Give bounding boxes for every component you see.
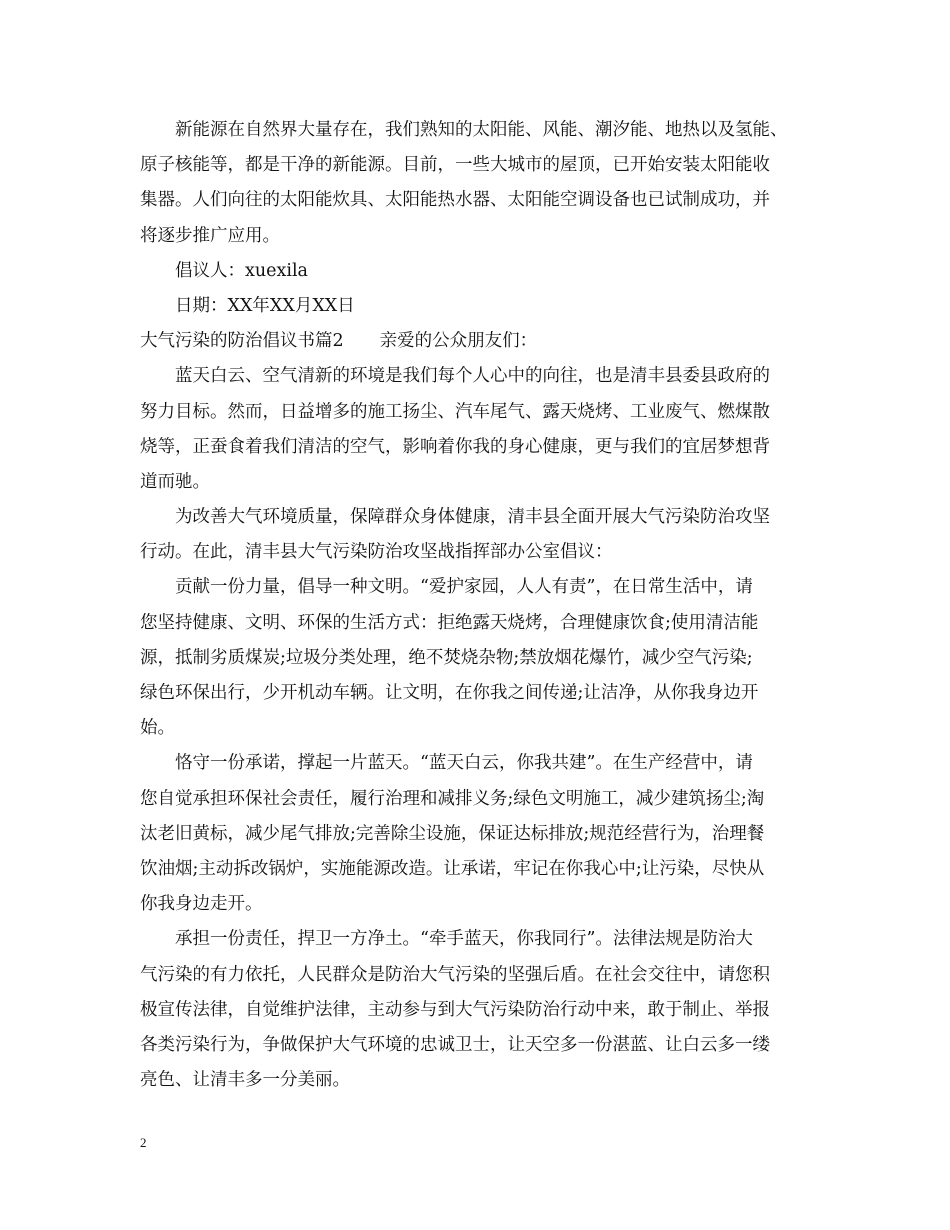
text-line: 集器。人们向往的太阳能炊具、太阳能热水器、太阳能空调设备也已试制成功，并 xyxy=(140,190,770,211)
text-line: 亮色、让清丰多一分美丽。 xyxy=(140,1070,350,1091)
text-line: 绿色环保出行，少开机动车辆。让文明，在你我之间传递;让洁净，从你我身边开 xyxy=(140,683,759,703)
text-line: 气污染的有力依托，人民群众是防治大气污染的坚强后盾。在社会交往中，请您积 xyxy=(140,964,770,985)
text-line: 蓝天白云、空气清新的环境是我们每个人心中的向往，也是清丰县委县政府的 xyxy=(175,366,770,387)
page-number: 2 xyxy=(140,1135,147,1150)
text-line: 极宣传法律，自觉维护法律，主动参与到大气污染防治行动中来，敢于制止、举报 xyxy=(140,999,770,1020)
text-line: 烧等，正蚕食着我们清洁的空气，影响着你我的身心健康，更与我们的宜居梦想背 xyxy=(140,436,770,457)
text-line: 倡议人：xuexila xyxy=(175,260,308,281)
text-line: 贡献一份力量，倡导一种文明。“爱护家园，人人有责”，在日常生活中，请 xyxy=(175,577,753,598)
text-line: 为改善大气环境质量，保障群众身体健康，清丰县全面开展大气污染防治攻坚 xyxy=(175,507,770,528)
text-line: 各类污染行为，争做保护大气环境的忠诚卫士，让天空多一份湛蓝、让白云多一缕 xyxy=(140,1034,770,1055)
paragraph xyxy=(140,289,812,324)
text-line: 日期：XX年XX月XX日 xyxy=(175,295,355,316)
text-line: 行动。在此，清丰县大气污染防治攻坚战指挥部办公室倡议： xyxy=(140,542,613,563)
paragraph xyxy=(140,500,812,570)
text-line: 道而驰。 xyxy=(140,471,210,492)
text-line: 源，抵制劣质煤炭;垃圾分类处理，绝不焚烧杂物;禁放烟花爆竹，减少空气污染; xyxy=(140,647,753,668)
section-heading xyxy=(140,324,812,359)
text-line: 原子核能等，都是干净的新能源。目前，一些大城市的屋顶，已开始安装太阳能收 xyxy=(140,155,770,176)
salutation: 亲爱的公众朋友们： xyxy=(379,331,538,352)
text-line: 新能源在自然界大量存在，我们熟知的太阳能、风能、潮汐能、地热以及氢能、 xyxy=(175,120,788,140)
paragraph xyxy=(140,570,812,746)
text-line: 汰老旧黄标，减少尾气排放;完善除尘设施，保证达标排放;规范经营行为，治理餐 xyxy=(140,823,765,844)
section-title: 大气污染的防治倡议书篇2 xyxy=(140,331,344,352)
paragraph xyxy=(140,746,812,922)
text-line: 您坚持健康、文明、环保的生活方式：拒绝露天烧烤，合理健康饮食;使用清洁能 xyxy=(140,612,759,633)
text-line: 您自觉承担环保社会责任，履行治理和减排义务;绿色文明施工，减少建筑扬尘;淘 xyxy=(140,788,765,809)
paragraph xyxy=(140,113,812,254)
text-line: 始。 xyxy=(140,718,175,739)
text-line: 承担一份责任，捍卫一方净土。“牵手蓝天，你我同行”。法律法规是防治大 xyxy=(175,929,753,950)
text-line: 恪守一份承诺，撑起一片蓝天。“蓝天白云，你我共建”。在生产经营中，请 xyxy=(175,753,753,774)
text-line: 你我身边走开。 xyxy=(140,894,263,915)
text-line: 努力目标。然而，日益增多的施工扬尘、汽车尾气、露天烧烤、工业废气、燃煤散 xyxy=(140,401,770,422)
document-body xyxy=(140,113,812,1098)
text-line: 将逐步推广应用。 xyxy=(140,225,280,246)
paragraph xyxy=(140,922,812,1098)
text-line: 饮油烟;主动拆改锅炉，实施能源改造。让承诺，牢记在你我心中;让污染，尽快从 xyxy=(140,858,765,879)
paragraph xyxy=(140,254,812,289)
paragraph xyxy=(140,359,812,500)
